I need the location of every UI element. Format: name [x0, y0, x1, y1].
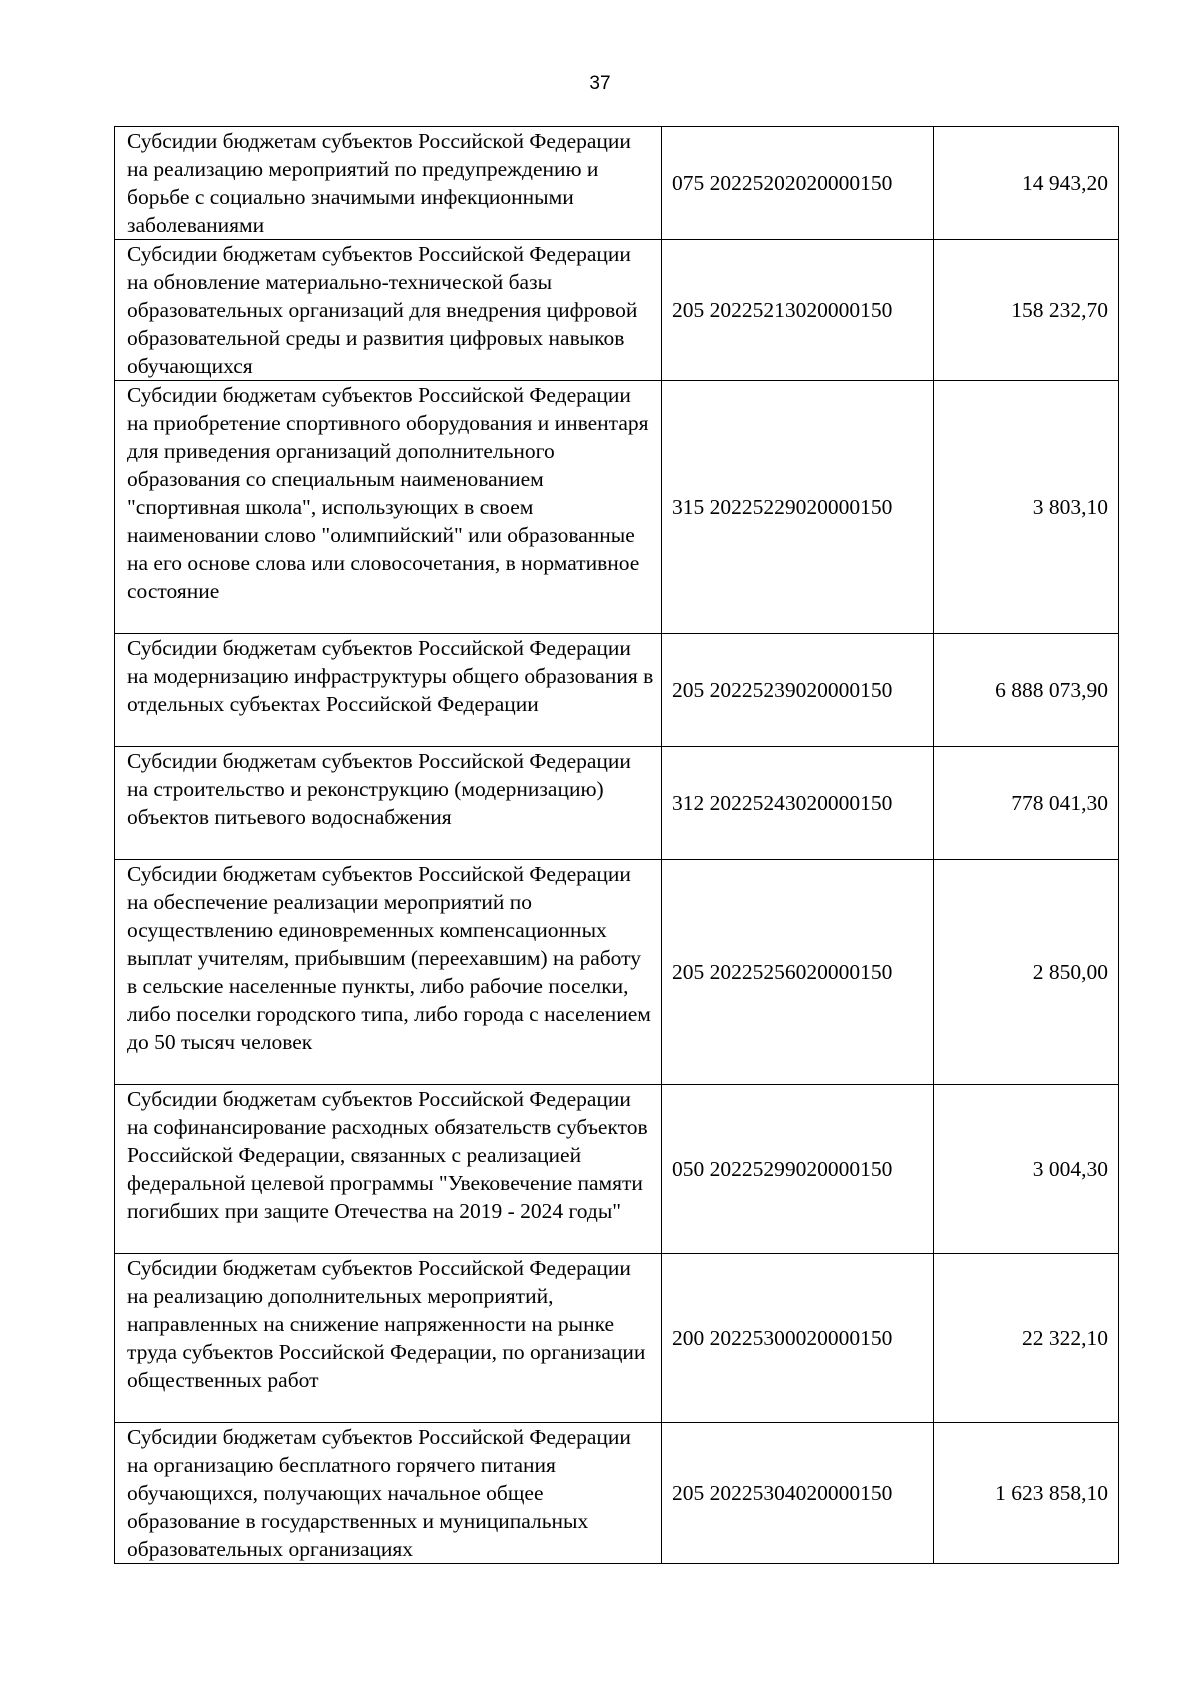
row-description: Субсидии бюджетам субъектов Российской Федерации на организацию бесплатного горячего питания обучающихся, получающих начальное общее образование в государственных и муниципальных образовательных организациях [115, 1423, 662, 1564]
row-code: 312 20225243020000150 [662, 747, 934, 860]
row-description: Субсидии бюджетам субъектов Российской Федерации на приобретение спортивного оборудования и инвентаря для приведения организаций дополнительного образования со специальным наименованием "спортивная школа", использующих в своем наименовании слово "олимпийский" или образованные на его основе слова или словосочетания, в нормативное состояние [115, 381, 662, 634]
row-code: 315 20225229020000150 [662, 381, 934, 634]
table-row [115, 747, 1119, 860]
row-amount: 3 004,30 [934, 1085, 1119, 1254]
row-code: 050 20225299020000150 [662, 1085, 934, 1254]
row-description: Субсидии бюджетам субъектов Российской Федерации на строительство и реконструкцию (модернизацию) объектов питьевого водоснабжения [115, 747, 662, 860]
row-code: 075 20225202020000150 [662, 127, 934, 240]
page-number: 37 [589, 73, 611, 94]
row-code: 200 20225300020000150 [662, 1254, 934, 1423]
table-row [115, 860, 1119, 1085]
table-row [115, 240, 1119, 381]
row-amount: 6 888 073,90 [934, 634, 1119, 747]
row-description: Субсидии бюджетам субъектов Российской Федерации на обновление материально-технической базы образовательных организаций для внедрения цифровой образовательной среды и развития цифровых навыков обучающихся [115, 240, 662, 381]
row-code: 205 20225239020000150 [662, 634, 934, 747]
row-amount: 158 232,70 [934, 240, 1119, 381]
row-description: Субсидии бюджетам субъектов Российской Федерации на софинансирование расходных обязательств субъектов Российской Федерации, связанных с реализацией федеральной целевой программы "Увековечение памяти погибших при защите Отечества на 2019 - 2024 годы" [115, 1085, 662, 1254]
row-code: 205 20225213020000150 [662, 240, 934, 381]
row-amount: 3 803,10 [934, 381, 1119, 634]
row-description: Субсидии бюджетам субъектов Российской Федерации на обеспечение реализации мероприятий по осуществлению единовременных компенсационных выплат учителям, прибывшим (переехавшим) на работу в сельские населенные пункты, либо рабочие поселки, либо поселки городского типа, либо города с населением до 50 тысяч человек [115, 860, 662, 1085]
row-amount: 778 041,30 [934, 747, 1119, 860]
row-description: Субсидии бюджетам субъектов Российской Федерации на реализацию дополнительных мероприятий, направленных на снижение напряженности на рынке труда субъектов Российской Федерации, по организации общественных работ [115, 1254, 662, 1423]
table-row [115, 1085, 1119, 1254]
table-row [115, 381, 1119, 634]
row-description: Субсидии бюджетам субъектов Российской Федерации на модернизацию инфраструктуры общего образования в отдельных субъектах Российской Федерации [115, 634, 662, 747]
row-amount: 1 623 858,10 [934, 1423, 1119, 1564]
row-code: 205 20225304020000150 [662, 1423, 934, 1564]
row-amount: 22 322,10 [934, 1254, 1119, 1423]
table-row [115, 1254, 1119, 1423]
table-row [115, 127, 1119, 240]
row-amount: 14 943,20 [934, 127, 1119, 240]
budget-table [114, 126, 1119, 1564]
row-code: 205 20225256020000150 [662, 860, 934, 1085]
table-row [115, 634, 1119, 747]
row-amount: 2 850,00 [934, 860, 1119, 1085]
table-row [115, 1423, 1119, 1564]
row-description: Субсидии бюджетам субъектов Российской Федерации на реализацию мероприятий по предупреждению и борьбе с социально значимыми инфекционными заболеваниями [115, 127, 662, 240]
